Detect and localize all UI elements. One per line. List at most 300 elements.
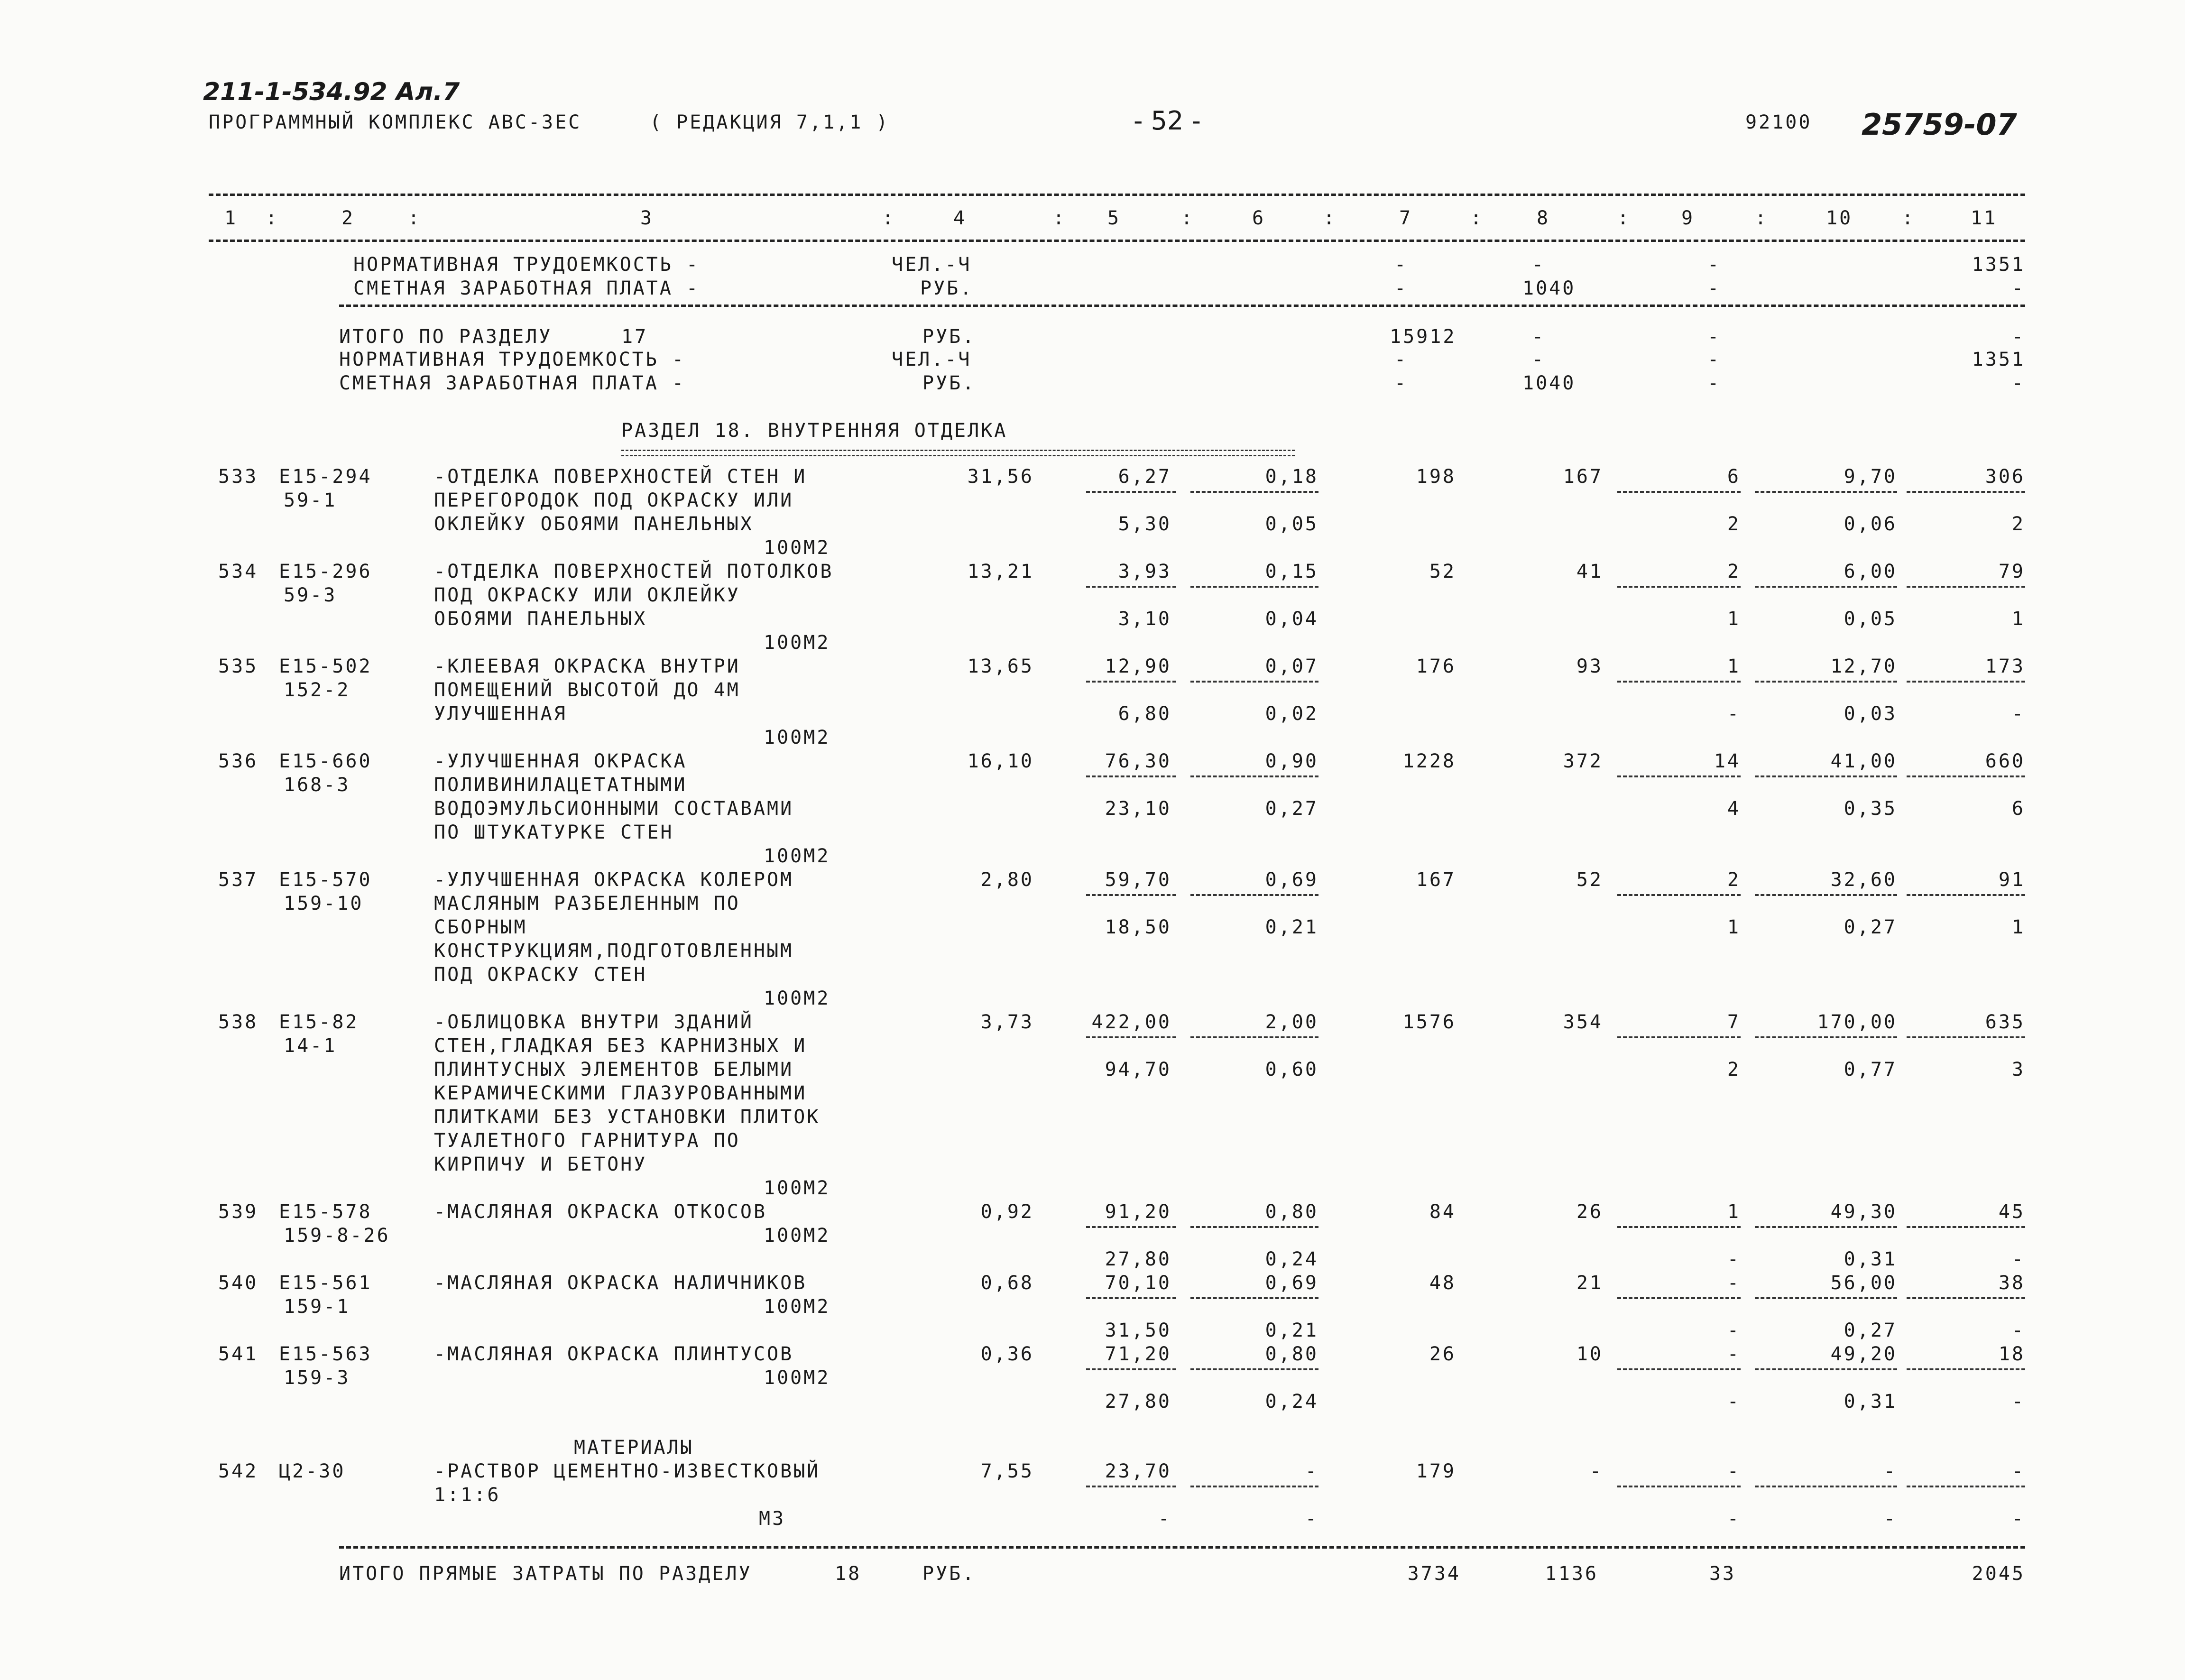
column-number-5: 5 bbox=[1107, 207, 1121, 229]
archive-number: 25759-07 bbox=[1862, 107, 2017, 142]
cell-code: Е15-82 bbox=[279, 1011, 359, 1033]
cell-p1: 3,10 bbox=[1118, 608, 1171, 630]
cell-t7: 52 bbox=[1429, 561, 1456, 582]
cell-p1: 76,30 bbox=[1105, 750, 1171, 772]
subtotal-dash bbox=[1755, 681, 1897, 683]
cell-p2: 0,04 bbox=[1265, 608, 1318, 630]
cell-p2: 0,21 bbox=[1265, 1320, 1318, 1341]
cell-t7: 48 bbox=[1429, 1272, 1456, 1294]
cell-t10: 0,27 bbox=[1844, 1320, 1897, 1341]
cell-p1: 23,10 bbox=[1105, 798, 1171, 820]
subtotal-dash bbox=[1190, 1036, 1318, 1038]
labor-unit: ЧЕЛ.-Ч bbox=[892, 254, 972, 276]
cell-t8: 354 bbox=[1563, 1011, 1603, 1033]
total-unit: РУБ. bbox=[922, 326, 976, 348]
program-name: ПРОГРАММНЫЙ КОМПЛЕКС АВС-ЗЕС bbox=[209, 111, 582, 133]
cell-n: 540 bbox=[218, 1272, 258, 1294]
cell-p2: 0,24 bbox=[1265, 1391, 1318, 1412]
subtotal-dash bbox=[1190, 1226, 1318, 1228]
cell-p2: - bbox=[1305, 1508, 1318, 1530]
cell-t7: 176 bbox=[1416, 655, 1456, 677]
pre-block-rule bbox=[339, 305, 2025, 307]
column-separator: : bbox=[1902, 207, 1916, 229]
cell-t9: 1 bbox=[1727, 1201, 1741, 1223]
subtotal-dash bbox=[1617, 775, 1741, 777]
cell-p2: 0,90 bbox=[1265, 750, 1318, 772]
cell-code2: 152-2 bbox=[284, 679, 350, 701]
cell-t9: - bbox=[1727, 1391, 1741, 1412]
unit-label: М3 bbox=[759, 1508, 786, 1530]
cell-t11: - bbox=[2011, 1508, 2025, 1530]
cell-t9: - bbox=[1727, 1248, 1741, 1270]
cell-t11: - bbox=[2011, 703, 2025, 725]
unit-label: 100М2 bbox=[764, 1225, 830, 1246]
total-label: ИТОГО ПО РАЗДЕЛУ bbox=[339, 326, 553, 348]
description-line: ПОД ОКРАСКУ СТЕН bbox=[434, 964, 647, 986]
subtotal-dash bbox=[1755, 894, 1897, 896]
cell-t11: 38 bbox=[1998, 1272, 2025, 1294]
cell-t7: 84 bbox=[1429, 1201, 1456, 1223]
cell-t10: 0,31 bbox=[1844, 1391, 1897, 1412]
subtotal-dash bbox=[1617, 681, 1741, 683]
total-unit: РУБ. bbox=[922, 1563, 976, 1585]
column-separator: : bbox=[1617, 207, 1631, 229]
subtotal-dash bbox=[1086, 1368, 1176, 1370]
cell-c11: - bbox=[2011, 277, 2025, 299]
description-line: ПОД ОКРАСКУ ИЛИ ОКЛЕЙКУ bbox=[434, 584, 740, 606]
sheet-mark: Ал.7 bbox=[396, 78, 460, 106]
description-line: ПОЛИВИНИЛАЦЕТАТНЫМИ bbox=[434, 774, 687, 796]
description-line: КОНСТРУКЦИЯМ,ПОДГОТОВЛЕННЫМ bbox=[434, 940, 794, 962]
cell-c7: - bbox=[1394, 349, 1408, 370]
cell-t11: 18 bbox=[1998, 1343, 2025, 1365]
cell-p1: 27,80 bbox=[1105, 1248, 1171, 1270]
cell-c8: - bbox=[1532, 254, 1546, 276]
subtotal-dash bbox=[1755, 1226, 1897, 1228]
cell-p1: 18,50 bbox=[1105, 916, 1171, 938]
cell-n: 533 bbox=[218, 466, 258, 488]
cell-p2: 0,69 bbox=[1265, 869, 1318, 891]
cell-code2: 59-1 bbox=[284, 489, 337, 511]
cell-t8: 372 bbox=[1563, 750, 1603, 772]
cell-p2: 0,05 bbox=[1265, 513, 1318, 535]
subtotal-dash bbox=[1907, 491, 2025, 493]
cell-c9: - bbox=[1707, 372, 1721, 394]
subtotal-dash bbox=[1907, 1368, 2025, 1370]
cell-p2: 0,69 bbox=[1265, 1272, 1318, 1294]
cell-p2: 0,24 bbox=[1265, 1248, 1318, 1270]
edition: ( РЕДАКЦИЯ 7,1,1 ) bbox=[650, 111, 890, 133]
cell-code2: 59-3 bbox=[284, 584, 337, 606]
cell-t10: 6,00 bbox=[1844, 561, 1897, 582]
subtotal-dash bbox=[1755, 1486, 1897, 1487]
total-label: ИТОГО ПРЯМЫЕ ЗАТРАТЫ ПО РАЗДЕЛУ bbox=[339, 1563, 752, 1585]
column-number-10: 10 bbox=[1826, 207, 1853, 229]
cell-n: 541 bbox=[218, 1343, 258, 1365]
cell-t9: - bbox=[1727, 1460, 1741, 1482]
subtotal-dash bbox=[1907, 586, 2025, 588]
cell-t9: 1 bbox=[1727, 916, 1741, 938]
cell-p2: 0,15 bbox=[1265, 561, 1318, 582]
cell-n: 537 bbox=[218, 869, 258, 891]
labor-label: НОРМАТИВНАЯ ТРУДОЕМКОСТЬ - bbox=[339, 349, 686, 370]
cell-t11: 79 bbox=[1998, 561, 2025, 582]
subtotal-dash bbox=[1617, 1486, 1741, 1487]
subtotal-dash bbox=[1617, 1036, 1741, 1038]
cell-t10: - bbox=[1883, 1460, 1897, 1482]
subtotal-dash bbox=[1907, 894, 2025, 896]
cell-t7: 26 bbox=[1429, 1343, 1456, 1365]
cell-c11: - bbox=[2011, 326, 2025, 348]
description-line: -УЛУЧШЕННАЯ ОКРАСКА bbox=[434, 750, 687, 772]
column-separator: : bbox=[1470, 207, 1484, 229]
description-line: КИРПИЧУ И БЕТОНУ bbox=[434, 1154, 647, 1175]
cell-t7: 1576 bbox=[1402, 1011, 1456, 1033]
cell-t8: - bbox=[1589, 1460, 1603, 1482]
cell-c11: 1351 bbox=[1972, 254, 2025, 276]
wage-label: СМЕТНАЯ ЗАРАБОТНАЯ ПЛАТА - bbox=[339, 372, 686, 394]
cell-t10: 0,03 bbox=[1844, 703, 1897, 725]
cell-t9: - bbox=[1727, 1508, 1741, 1530]
cell-p1: 23,70 bbox=[1105, 1460, 1171, 1482]
description-line: -МАСЛЯНАЯ ОКРАСКА НАЛИЧНИКОВ bbox=[434, 1272, 807, 1294]
subtotal-dash bbox=[1617, 1297, 1741, 1299]
subtotal-dash bbox=[1755, 1297, 1897, 1299]
document-code: 211-1-534.92 bbox=[203, 78, 387, 106]
cell-t10: 49,20 bbox=[1830, 1343, 1897, 1365]
page-number: - 52 - bbox=[1134, 106, 1201, 136]
cell-p1: 5,30 bbox=[1118, 513, 1171, 535]
cell-t9: - bbox=[1727, 1343, 1741, 1365]
subtotal-dash bbox=[1617, 491, 1741, 493]
cell-n: 535 bbox=[218, 655, 258, 677]
description-line: ПОМЕЩЕНИЙ ВЫСОТОЙ ДО 4М bbox=[434, 679, 740, 701]
cell-qty: 0,92 bbox=[980, 1201, 1034, 1223]
description-line: УЛУЧШЕННАЯ bbox=[434, 703, 567, 725]
description-line: -ОТДЕЛКА ПОВЕРХНОСТЕЙ ПОТОЛКОВ bbox=[434, 561, 834, 582]
cell-code2: 168-3 bbox=[284, 774, 350, 796]
subtotal-dash bbox=[1755, 1036, 1897, 1038]
subtotal-dash bbox=[1907, 1226, 2025, 1228]
cell-t8: 52 bbox=[1576, 869, 1603, 891]
cell-p2: 0,60 bbox=[1265, 1059, 1318, 1080]
unit-label: 100М2 bbox=[764, 845, 830, 867]
cell-p1: 70,10 bbox=[1105, 1272, 1171, 1294]
cell-code2: 159-1 bbox=[284, 1296, 350, 1318]
cell-t10: 12,70 bbox=[1830, 655, 1897, 677]
description-line: -УЛУЧШЕННАЯ ОКРАСКА КОЛЕРОМ bbox=[434, 869, 794, 891]
cell-c9: - bbox=[1707, 349, 1721, 370]
cell-p1: 6,80 bbox=[1118, 703, 1171, 725]
cell-t8: 41 bbox=[1576, 561, 1603, 582]
cell-c8: - bbox=[1532, 349, 1546, 370]
cell-c9: 33 bbox=[1709, 1563, 1736, 1585]
cell-code: Е15-502 bbox=[279, 655, 372, 677]
cell-c11: 1351 bbox=[1972, 349, 2025, 370]
cell-p1: 422,00 bbox=[1091, 1011, 1171, 1033]
cell-code2: 159-10 bbox=[284, 893, 364, 914]
cell-t9: 6 bbox=[1727, 466, 1741, 488]
description-line: ОКЛЕЙКУ ОБОЯМИ ПАНЕЛЬНЫХ bbox=[434, 513, 754, 535]
description-line: МАСЛЯНЫМ РАЗБЕЛЕННЫМ ПО bbox=[434, 893, 740, 914]
description-line: -МАСЛЯНАЯ ОКРАСКА ПЛИНТУСОВ bbox=[434, 1343, 794, 1365]
cell-t8: 21 bbox=[1576, 1272, 1603, 1294]
cell-qty: 13,65 bbox=[967, 655, 1034, 677]
cell-p2: 2,00 bbox=[1265, 1011, 1318, 1033]
cell-code2: 159-3 bbox=[284, 1367, 350, 1389]
cell-c11: - bbox=[2011, 372, 2025, 394]
cell-t11: - bbox=[2011, 1460, 2025, 1482]
cell-t11: 635 bbox=[1985, 1011, 2025, 1033]
description-line: ПО ШТУКАТУРКЕ СТЕН bbox=[434, 822, 674, 843]
cell-t9: 7 bbox=[1727, 1011, 1741, 1033]
description-line: ВОДОЭМУЛЬСИОННЫМИ СОСТАВАМИ bbox=[434, 798, 794, 820]
cell-qty: 13,21 bbox=[967, 561, 1034, 582]
subtotal-dash bbox=[1617, 1368, 1741, 1370]
section-title: РАЗДЕЛ 18. ВНУТРЕННЯЯ ОТДЕЛКА bbox=[621, 420, 1008, 442]
cell-c8: 1040 bbox=[1522, 277, 1576, 299]
column-separator: : bbox=[266, 207, 279, 229]
description-line: СБОРНЫМ bbox=[434, 916, 527, 938]
cell-t8: 10 bbox=[1576, 1343, 1603, 1365]
cell-t7: 179 bbox=[1416, 1460, 1456, 1482]
subtotal-dash bbox=[1755, 775, 1897, 777]
cell-t11: 3 bbox=[2011, 1059, 2025, 1080]
description-line: ПЛИНТУСНЫХ ЭЛЕМЕНТОВ БЕЛЫМИ bbox=[434, 1059, 794, 1080]
subtotal-dash bbox=[1086, 491, 1176, 493]
wage-unit: РУБ. bbox=[920, 277, 974, 299]
subtotal-dash bbox=[1086, 1486, 1176, 1487]
unit-label: 100М2 bbox=[764, 632, 830, 654]
subtotal-dash bbox=[1190, 491, 1318, 493]
unit-label: 100М2 bbox=[764, 1296, 830, 1318]
cell-qty: 0,36 bbox=[980, 1343, 1034, 1365]
cell-p2: 0,27 bbox=[1265, 798, 1318, 820]
cell-code: Е15-296 bbox=[279, 561, 372, 582]
cell-n: 539 bbox=[218, 1201, 258, 1223]
total-rule bbox=[339, 1546, 2025, 1549]
cell-t7: 198 bbox=[1416, 466, 1456, 488]
subtotal-dash bbox=[1755, 491, 1897, 493]
cell-n: 542 bbox=[218, 1460, 258, 1482]
cell-t7: 1228 bbox=[1402, 750, 1456, 772]
cell-c11: 2045 bbox=[1972, 1563, 2025, 1585]
cell-code: Е15-578 bbox=[279, 1201, 372, 1223]
cell-p2: 0,21 bbox=[1265, 916, 1318, 938]
subtotal-dash bbox=[1617, 586, 1741, 588]
cell-t11: 45 bbox=[1998, 1201, 2025, 1223]
cell-t9: 1 bbox=[1727, 655, 1741, 677]
materials-title: МАТЕРИАЛЫ bbox=[574, 1437, 694, 1458]
unit-label: 100М2 bbox=[764, 1367, 830, 1389]
subtotal-dash bbox=[1086, 1297, 1176, 1299]
cell-p2: 0,80 bbox=[1265, 1201, 1318, 1223]
cell-t10: 49,30 bbox=[1830, 1201, 1897, 1223]
cell-c7: - bbox=[1394, 372, 1408, 394]
cell-t11: - bbox=[2011, 1320, 2025, 1341]
table-top-rule bbox=[209, 194, 2025, 196]
column-separator: : bbox=[882, 207, 896, 229]
column-separator: : bbox=[1181, 207, 1195, 229]
cell-p1: 27,80 bbox=[1105, 1391, 1171, 1412]
object-code: 92100 bbox=[1745, 111, 1812, 133]
column-separator: : bbox=[1323, 207, 1337, 229]
labor-unit: ЧЕЛ.-Ч bbox=[892, 349, 972, 370]
description-line: -РАСТВОР ЦЕМЕНТНО-ИЗВЕСТКОВЫЙ bbox=[434, 1460, 821, 1482]
cell-t8: 167 bbox=[1563, 466, 1603, 488]
description-line: -МАСЛЯНАЯ ОКРАСКА ОТКОСОВ bbox=[434, 1201, 767, 1223]
description-line: ТУАЛЕТНОГО ГАРНИТУРА ПО bbox=[434, 1130, 740, 1152]
cell-code2: 159-8-26 bbox=[284, 1225, 390, 1246]
column-number-11: 11 bbox=[1971, 207, 1998, 229]
unit-label: 100М2 bbox=[764, 988, 830, 1009]
subtotal-dash bbox=[1190, 1297, 1318, 1299]
cell-t11: 1 bbox=[2011, 916, 2025, 938]
description-line: 1:1:6 bbox=[434, 1484, 501, 1506]
subtotal-dash bbox=[1907, 1297, 2025, 1299]
cell-t10: 0,35 bbox=[1844, 798, 1897, 820]
cell-c7: 15912 bbox=[1390, 326, 1457, 348]
description-line: ОБОЯМИ ПАНЕЛЬНЫХ bbox=[434, 608, 647, 630]
cell-t10: 0,27 bbox=[1844, 916, 1897, 938]
subtotal-dash bbox=[1617, 1226, 1741, 1228]
subtotal-dash bbox=[1190, 1486, 1318, 1487]
section-title-underline bbox=[621, 450, 1295, 456]
cell-t8: 26 bbox=[1576, 1201, 1603, 1223]
subtotal-dash bbox=[1190, 586, 1318, 588]
column-separator: : bbox=[1755, 207, 1769, 229]
cell-t10: 9,70 bbox=[1844, 466, 1897, 488]
cell-t9: 2 bbox=[1727, 561, 1741, 582]
cell-t11: - bbox=[2011, 1248, 2025, 1270]
cell-t10: - bbox=[1883, 1508, 1897, 1530]
cell-qty: 7,55 bbox=[980, 1460, 1034, 1482]
column-number-6: 6 bbox=[1252, 207, 1266, 229]
subtotal-dash bbox=[1086, 586, 1176, 588]
cell-t10: 0,05 bbox=[1844, 608, 1897, 630]
cell-t10: 0,06 bbox=[1844, 513, 1897, 535]
description-line: -ОТДЕЛКА ПОВЕРХНОСТЕЙ СТЕН И bbox=[434, 466, 807, 488]
description-line: ПЛИТКАМИ БЕЗ УСТАНОВКИ ПЛИТОК bbox=[434, 1106, 821, 1128]
cell-p1: - bbox=[1158, 1508, 1171, 1530]
cell-t10: 170,00 bbox=[1817, 1011, 1897, 1033]
cell-p1: 6,27 bbox=[1118, 466, 1171, 488]
description-line: СТЕН,ГЛАДКАЯ БЕЗ КАРНИЗНЫХ И bbox=[434, 1035, 807, 1057]
cell-p1: 31,50 bbox=[1105, 1320, 1171, 1341]
cell-t10: 32,60 bbox=[1830, 869, 1897, 891]
cell-t9: 4 bbox=[1727, 798, 1741, 820]
section-number: 17 bbox=[621, 326, 648, 348]
cell-t9: - bbox=[1727, 1320, 1741, 1341]
cell-p1: 94,70 bbox=[1105, 1059, 1171, 1080]
column-number-9: 9 bbox=[1681, 207, 1695, 229]
cell-c7: 3734 bbox=[1407, 1563, 1461, 1585]
cell-t10: 41,00 bbox=[1830, 750, 1897, 772]
column-header-rule bbox=[209, 240, 2025, 242]
subtotal-dash bbox=[1086, 1226, 1176, 1228]
subtotal-dash bbox=[1190, 894, 1318, 896]
unit-label: 100М2 bbox=[764, 537, 830, 559]
cell-p2: 0,02 bbox=[1265, 703, 1318, 725]
subtotal-dash bbox=[1907, 1036, 2025, 1038]
cell-p2: 0,18 bbox=[1265, 466, 1318, 488]
cell-t9: 2 bbox=[1727, 1059, 1741, 1080]
cell-t9: 14 bbox=[1714, 750, 1741, 772]
description-line: КЕРАМИЧЕСКИМИ ГЛАЗУРОВАННЫМИ bbox=[434, 1082, 807, 1104]
cell-p1: 71,20 bbox=[1105, 1343, 1171, 1365]
cell-c9: - bbox=[1707, 326, 1721, 348]
subtotal-dash bbox=[1907, 775, 2025, 777]
cell-c7: - bbox=[1394, 254, 1408, 276]
cell-t11: 306 bbox=[1985, 466, 2025, 488]
column-number-8: 8 bbox=[1537, 207, 1550, 229]
column-number-4: 4 bbox=[953, 207, 967, 229]
cell-t9: - bbox=[1727, 1272, 1741, 1294]
subtotal-dash bbox=[1086, 681, 1176, 683]
subtotal-dash bbox=[1755, 1368, 1897, 1370]
wage-label: СМЕТНАЯ ЗАРАБОТНАЯ ПЛАТА - bbox=[353, 277, 700, 299]
subtotal-dash bbox=[1190, 1368, 1318, 1370]
cell-t11: 173 bbox=[1985, 655, 2025, 677]
column-separator: : bbox=[1053, 207, 1067, 229]
subtotal-dash bbox=[1755, 586, 1897, 588]
cell-t11: 2 bbox=[2011, 513, 2025, 535]
cell-p1: 91,20 bbox=[1105, 1201, 1171, 1223]
subtotal-dash bbox=[1086, 775, 1176, 777]
cell-p1: 12,90 bbox=[1105, 655, 1171, 677]
cell-code: Е15-660 bbox=[279, 750, 372, 772]
cell-code: Е15-570 bbox=[279, 869, 372, 891]
cell-qty: 0,68 bbox=[980, 1272, 1034, 1294]
subtotal-dash bbox=[1190, 775, 1318, 777]
cell-p1: 3,93 bbox=[1118, 561, 1171, 582]
labor-label: НОРМАТИВНАЯ ТРУДОЕМКОСТЬ - bbox=[353, 254, 700, 276]
cell-t11: - bbox=[2011, 1391, 2025, 1412]
description-line: -ОБЛИЦОВКА ВНУТРИ ЗДАНИЙ bbox=[434, 1011, 754, 1033]
cell-t10: 0,31 bbox=[1844, 1248, 1897, 1270]
cell-p2: 0,07 bbox=[1265, 655, 1318, 677]
cell-c7: - bbox=[1394, 277, 1408, 299]
cell-t11: 91 bbox=[1998, 869, 2025, 891]
cell-t9: 2 bbox=[1727, 513, 1741, 535]
subtotal-dash bbox=[1190, 681, 1318, 683]
cell-t11: 1 bbox=[2011, 608, 2025, 630]
cell-t9: 2 bbox=[1727, 869, 1741, 891]
description-line: ПЕРЕГОРОДОК ПОД ОКРАСКУ ИЛИ bbox=[434, 489, 794, 511]
cell-p2: 0,80 bbox=[1265, 1343, 1318, 1365]
subtotal-dash bbox=[1907, 1486, 2025, 1487]
cell-n: 538 bbox=[218, 1011, 258, 1033]
subtotal-dash bbox=[1907, 681, 2025, 683]
column-separator: : bbox=[408, 207, 422, 229]
column-number-2: 2 bbox=[341, 207, 355, 229]
cell-t8: 93 bbox=[1576, 655, 1603, 677]
cell-t10: 56,00 bbox=[1830, 1272, 1897, 1294]
cell-t9: 1 bbox=[1727, 608, 1741, 630]
cell-code: Е15-563 bbox=[279, 1343, 372, 1365]
cell-n: 534 bbox=[218, 561, 258, 582]
cell-code: Ц2-30 bbox=[279, 1460, 346, 1482]
unit-label: 100М2 bbox=[764, 727, 830, 748]
cell-t11: 6 bbox=[2011, 798, 2025, 820]
cell-p2: - bbox=[1305, 1460, 1318, 1482]
cell-qty: 2,80 bbox=[980, 869, 1034, 891]
subtotal-dash bbox=[1086, 1036, 1176, 1038]
unit-label: 100М2 bbox=[764, 1177, 830, 1199]
cell-qty: 31,56 bbox=[967, 466, 1034, 488]
cell-code: Е15-561 bbox=[279, 1272, 372, 1294]
section-number: 18 bbox=[835, 1563, 862, 1585]
